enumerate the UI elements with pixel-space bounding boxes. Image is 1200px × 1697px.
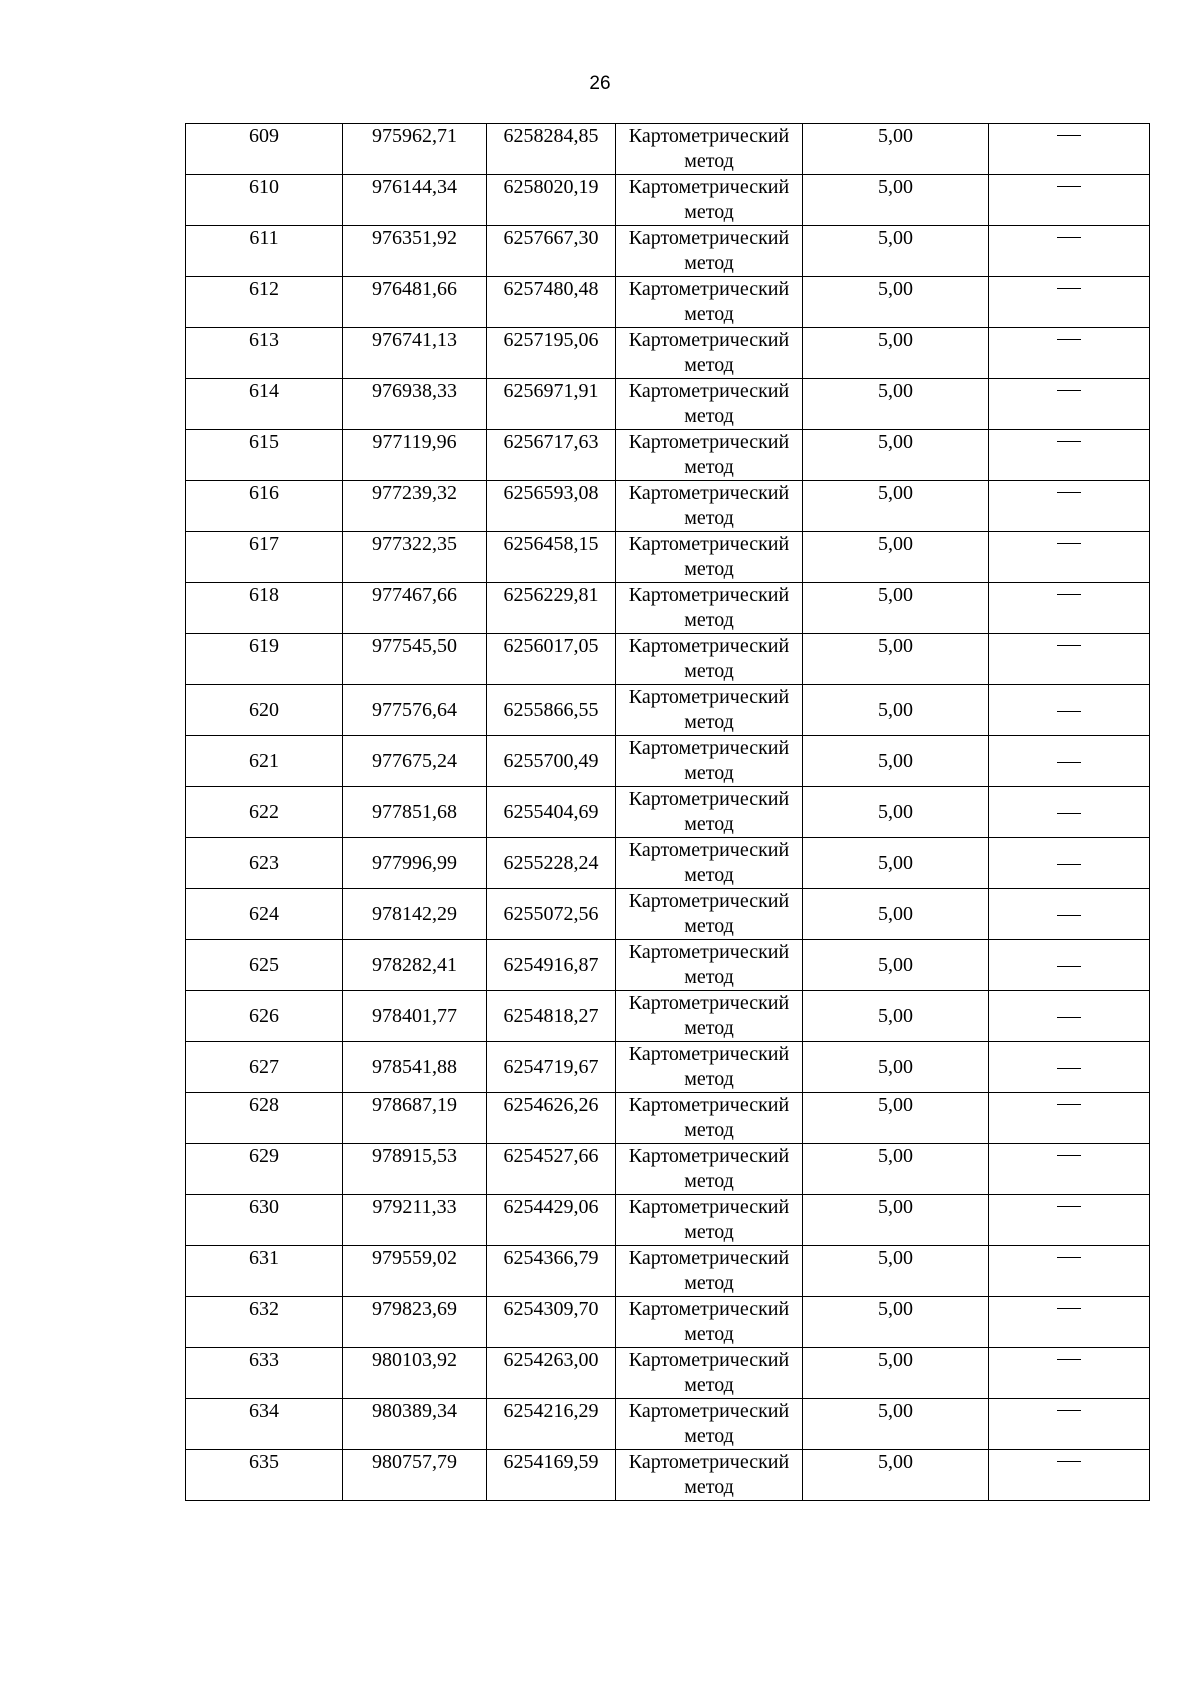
point-number-cell: 633 (186, 1348, 343, 1399)
x-coordinate-cell: 977851,68 (343, 787, 487, 838)
x-coordinate-cell: 979211,33 (343, 1195, 487, 1246)
point-number-cell: 610 (186, 175, 343, 226)
dash-line (1057, 543, 1081, 544)
note-cell (989, 838, 1150, 889)
note-cell (989, 634, 1150, 685)
accuracy-cell: 5,00 (803, 1297, 989, 1348)
x-coordinate-cell: 978142,29 (343, 889, 487, 940)
x-coordinate-cell: 976351,92 (343, 226, 487, 277)
x-coordinate-cell: 977996,99 (343, 838, 487, 889)
method-cell: Картометрический метод (616, 328, 803, 379)
table-row (186, 430, 1150, 481)
x-coordinate-cell: 979559,02 (343, 1246, 487, 1297)
coordinates-table-body (186, 124, 1150, 1501)
method-cell: Картометрический метод (616, 940, 803, 991)
method-cell: Картометрический метод (616, 634, 803, 685)
dash-line (1057, 711, 1081, 712)
method-cell: Картометрический метод (616, 1450, 803, 1501)
x-coordinate-cell: 977576,64 (343, 685, 487, 736)
accuracy-cell: 5,00 (803, 685, 989, 736)
note-cell (989, 1042, 1150, 1093)
y-coordinate-cell: 6255866,55 (487, 685, 616, 736)
dash-line (1057, 390, 1081, 391)
table-row (186, 277, 1150, 328)
y-coordinate-cell: 6254309,70 (487, 1297, 616, 1348)
note-cell (989, 1093, 1150, 1144)
note-cell (989, 1195, 1150, 1246)
dash-line (1057, 1410, 1081, 1411)
dash-line (1057, 762, 1081, 763)
table-row (186, 1297, 1150, 1348)
method-cell: Картометрический метод (616, 124, 803, 175)
note-cell (989, 175, 1150, 226)
method-cell: Картометрический метод (616, 430, 803, 481)
note-cell (989, 736, 1150, 787)
method-cell: Картометрический метод (616, 379, 803, 430)
x-coordinate-cell: 978541,88 (343, 1042, 487, 1093)
y-coordinate-cell: 6254429,06 (487, 1195, 616, 1246)
table-row (186, 1246, 1150, 1297)
dash-line (1057, 645, 1081, 646)
y-coordinate-cell: 6254719,67 (487, 1042, 616, 1093)
note-cell (989, 1348, 1150, 1399)
y-coordinate-cell: 6258020,19 (487, 175, 616, 226)
accuracy-cell: 5,00 (803, 634, 989, 685)
method-cell: Картометрический метод (616, 1042, 803, 1093)
table-row (186, 991, 1150, 1042)
point-number-cell: 635 (186, 1450, 343, 1501)
accuracy-cell: 5,00 (803, 787, 989, 838)
y-coordinate-cell: 6254366,79 (487, 1246, 616, 1297)
note-cell (989, 940, 1150, 991)
y-coordinate-cell: 6254263,00 (487, 1348, 616, 1399)
point-number-cell: 616 (186, 481, 343, 532)
table-row (186, 226, 1150, 277)
table-row (186, 1042, 1150, 1093)
page-number: 26 (589, 73, 611, 94)
dash-line (1057, 492, 1081, 493)
point-number-cell: 617 (186, 532, 343, 583)
accuracy-cell: 5,00 (803, 736, 989, 787)
dash-line (1057, 237, 1081, 238)
table-row (186, 889, 1150, 940)
x-coordinate-cell: 977545,50 (343, 634, 487, 685)
dash-line (1057, 864, 1081, 865)
note-cell (989, 481, 1150, 532)
y-coordinate-cell: 6257667,30 (487, 226, 616, 277)
y-coordinate-cell: 6256971,91 (487, 379, 616, 430)
table-row (186, 1399, 1150, 1450)
method-cell: Картометрический метод (616, 277, 803, 328)
x-coordinate-cell: 976938,33 (343, 379, 487, 430)
note-cell (989, 787, 1150, 838)
point-number-cell: 611 (186, 226, 343, 277)
y-coordinate-cell: 6255228,24 (487, 838, 616, 889)
point-number-cell: 627 (186, 1042, 343, 1093)
point-number-cell: 622 (186, 787, 343, 838)
accuracy-cell: 5,00 (803, 277, 989, 328)
point-number-cell: 625 (186, 940, 343, 991)
note-cell (989, 1246, 1150, 1297)
x-coordinate-cell: 976741,13 (343, 328, 487, 379)
x-coordinate-cell: 977119,96 (343, 430, 487, 481)
point-number-cell: 619 (186, 634, 343, 685)
point-number-cell: 629 (186, 1144, 343, 1195)
y-coordinate-cell: 6256593,08 (487, 481, 616, 532)
accuracy-cell: 5,00 (803, 175, 989, 226)
point-number-cell: 621 (186, 736, 343, 787)
dash-line (1057, 288, 1081, 289)
accuracy-cell: 5,00 (803, 481, 989, 532)
method-cell: Картометрический метод (616, 583, 803, 634)
table-row (186, 838, 1150, 889)
accuracy-cell: 5,00 (803, 1093, 989, 1144)
table-row (186, 328, 1150, 379)
note-cell (989, 583, 1150, 634)
y-coordinate-cell: 6254216,29 (487, 1399, 616, 1450)
accuracy-cell: 5,00 (803, 226, 989, 277)
accuracy-cell: 5,00 (803, 532, 989, 583)
note-cell (989, 379, 1150, 430)
accuracy-cell: 5,00 (803, 889, 989, 940)
accuracy-cell: 5,00 (803, 1450, 989, 1501)
y-coordinate-cell: 6255700,49 (487, 736, 616, 787)
y-coordinate-cell: 6256229,81 (487, 583, 616, 634)
note-cell (989, 685, 1150, 736)
x-coordinate-cell: 977675,24 (343, 736, 487, 787)
dash-line (1057, 1308, 1081, 1309)
method-cell: Картометрический метод (616, 787, 803, 838)
point-number-cell: 623 (186, 838, 343, 889)
table-row (186, 1093, 1150, 1144)
dash-line (1057, 1155, 1081, 1156)
y-coordinate-cell: 6256017,05 (487, 634, 616, 685)
dash-line (1057, 1104, 1081, 1105)
point-number-cell: 626 (186, 991, 343, 1042)
method-cell: Картометрический метод (616, 685, 803, 736)
dash-line (1057, 1017, 1081, 1018)
method-cell: Картометрический метод (616, 226, 803, 277)
x-coordinate-cell: 977239,32 (343, 481, 487, 532)
method-cell: Картометрический метод (616, 991, 803, 1042)
x-coordinate-cell: 980757,79 (343, 1450, 487, 1501)
dash-line (1057, 1359, 1081, 1360)
point-number-cell: 615 (186, 430, 343, 481)
table-row (186, 583, 1150, 634)
accuracy-cell: 5,00 (803, 1246, 989, 1297)
method-cell: Картометрический метод (616, 1144, 803, 1195)
method-cell: Картометрический метод (616, 889, 803, 940)
x-coordinate-cell: 980103,92 (343, 1348, 487, 1399)
table-row (186, 379, 1150, 430)
x-coordinate-cell: 978401,77 (343, 991, 487, 1042)
accuracy-cell: 5,00 (803, 1144, 989, 1195)
accuracy-cell: 5,00 (803, 124, 989, 175)
accuracy-cell: 5,00 (803, 1399, 989, 1450)
method-cell: Картометрический метод (616, 838, 803, 889)
accuracy-cell: 5,00 (803, 379, 989, 430)
table-row (186, 685, 1150, 736)
y-coordinate-cell: 6257480,48 (487, 277, 616, 328)
dash-line (1057, 594, 1081, 595)
y-coordinate-cell: 6255072,56 (487, 889, 616, 940)
x-coordinate-cell: 978687,19 (343, 1093, 487, 1144)
y-coordinate-cell: 6257195,06 (487, 328, 616, 379)
point-number-cell: 613 (186, 328, 343, 379)
accuracy-cell: 5,00 (803, 991, 989, 1042)
table-row (186, 736, 1150, 787)
accuracy-cell: 5,00 (803, 328, 989, 379)
note-cell (989, 1399, 1150, 1450)
point-number-cell: 612 (186, 277, 343, 328)
y-coordinate-cell: 6256717,63 (487, 430, 616, 481)
table-row (186, 940, 1150, 991)
note-cell (989, 1144, 1150, 1195)
y-coordinate-cell: 6254169,59 (487, 1450, 616, 1501)
dash-line (1057, 1257, 1081, 1258)
method-cell: Картометрический метод (616, 481, 803, 532)
table-row (186, 1144, 1150, 1195)
table-row (186, 124, 1150, 175)
y-coordinate-cell: 6254527,66 (487, 1144, 616, 1195)
dash-line (1057, 441, 1081, 442)
table-row (186, 532, 1150, 583)
dash-line (1057, 813, 1081, 814)
dash-line (1057, 915, 1081, 916)
accuracy-cell: 5,00 (803, 1195, 989, 1246)
y-coordinate-cell: 6255404,69 (487, 787, 616, 838)
table-row (186, 175, 1150, 226)
accuracy-cell: 5,00 (803, 1348, 989, 1399)
dash-line (1057, 1206, 1081, 1207)
point-number-cell: 631 (186, 1246, 343, 1297)
x-coordinate-cell: 978282,41 (343, 940, 487, 991)
table-row (186, 1348, 1150, 1399)
table-row (186, 634, 1150, 685)
x-coordinate-cell: 979823,69 (343, 1297, 487, 1348)
x-coordinate-cell: 980389,34 (343, 1399, 487, 1450)
note-cell (989, 124, 1150, 175)
note-cell (989, 991, 1150, 1042)
table-row (186, 1195, 1150, 1246)
y-coordinate-cell: 6256458,15 (487, 532, 616, 583)
dash-line (1057, 1461, 1081, 1462)
coordinates-table (185, 123, 1150, 1501)
point-number-cell: 632 (186, 1297, 343, 1348)
accuracy-cell: 5,00 (803, 838, 989, 889)
method-cell: Картометрический метод (616, 1195, 803, 1246)
dash-line (1057, 339, 1081, 340)
x-coordinate-cell: 977322,35 (343, 532, 487, 583)
accuracy-cell: 5,00 (803, 430, 989, 481)
table-row (186, 481, 1150, 532)
x-coordinate-cell: 976144,34 (343, 175, 487, 226)
note-cell (989, 532, 1150, 583)
note-cell (989, 889, 1150, 940)
point-number-cell: 609 (186, 124, 343, 175)
note-cell (989, 277, 1150, 328)
accuracy-cell: 5,00 (803, 940, 989, 991)
x-coordinate-cell: 976481,66 (343, 277, 487, 328)
note-cell (989, 1450, 1150, 1501)
table-row (186, 1450, 1150, 1501)
point-number-cell: 630 (186, 1195, 343, 1246)
method-cell: Картометрический метод (616, 1093, 803, 1144)
note-cell (989, 328, 1150, 379)
dash-line (1057, 966, 1081, 967)
point-number-cell: 618 (186, 583, 343, 634)
method-cell: Картометрический метод (616, 175, 803, 226)
dash-line (1057, 1068, 1081, 1069)
point-number-cell: 614 (186, 379, 343, 430)
point-number-cell: 628 (186, 1093, 343, 1144)
dash-line (1057, 186, 1081, 187)
y-coordinate-cell: 6254626,26 (487, 1093, 616, 1144)
method-cell: Картометрический метод (616, 1246, 803, 1297)
dash-line (1057, 135, 1081, 136)
accuracy-cell: 5,00 (803, 1042, 989, 1093)
y-coordinate-cell: 6254916,87 (487, 940, 616, 991)
x-coordinate-cell: 978915,53 (343, 1144, 487, 1195)
point-number-cell: 620 (186, 685, 343, 736)
note-cell (989, 1297, 1150, 1348)
point-number-cell: 624 (186, 889, 343, 940)
point-number-cell: 634 (186, 1399, 343, 1450)
method-cell: Картометрический метод (616, 532, 803, 583)
method-cell: Картометрический метод (616, 1348, 803, 1399)
y-coordinate-cell: 6254818,27 (487, 991, 616, 1042)
method-cell: Картометрический метод (616, 736, 803, 787)
x-coordinate-cell: 977467,66 (343, 583, 487, 634)
note-cell (989, 430, 1150, 481)
method-cell: Картометрический метод (616, 1297, 803, 1348)
method-cell: Картометрический метод (616, 1399, 803, 1450)
accuracy-cell: 5,00 (803, 583, 989, 634)
table-row (186, 787, 1150, 838)
y-coordinate-cell: 6258284,85 (487, 124, 616, 175)
x-coordinate-cell: 975962,71 (343, 124, 487, 175)
note-cell (989, 226, 1150, 277)
